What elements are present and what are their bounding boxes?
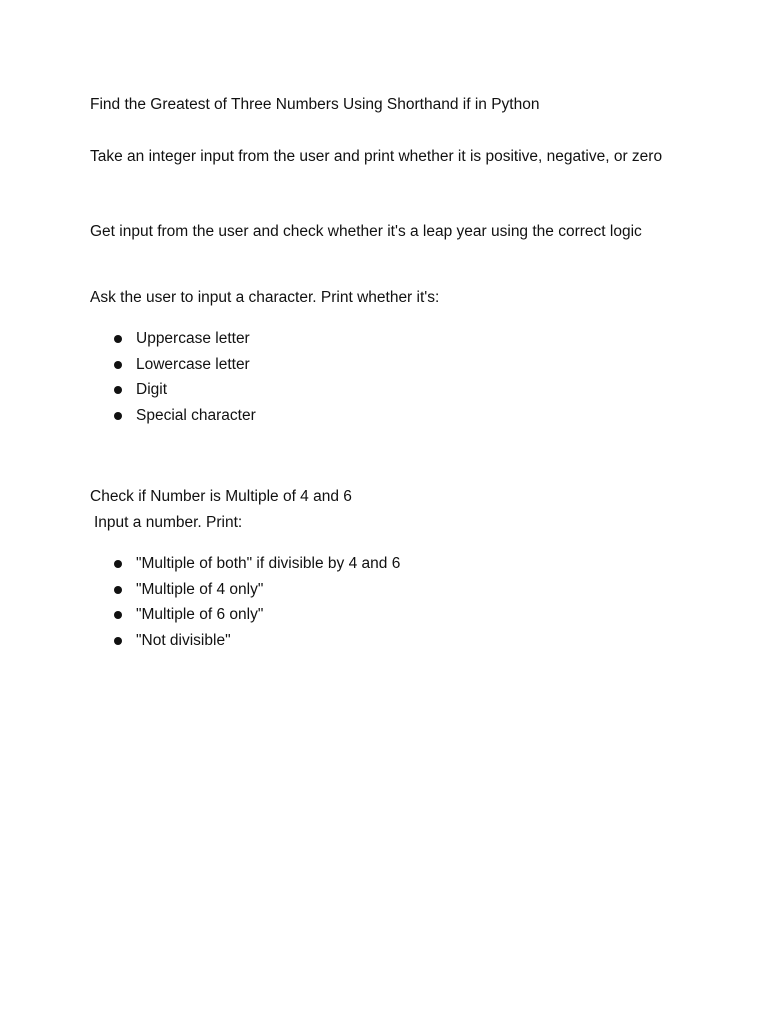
bullet-icon: [114, 560, 122, 568]
list-item: [90, 551, 400, 577]
list-item: [90, 377, 256, 403]
bullet-icon: [114, 611, 122, 619]
task-character-type: Ask the user to input a character. Print whether it's:: [90, 289, 440, 306]
multiple-output-list: [90, 551, 400, 653]
list-item: [90, 602, 400, 628]
character-type-list: [90, 326, 256, 428]
task-positive-negative-zero: Take an integer input from the user and print whether it is positive, negative, or zero: [90, 148, 663, 165]
list-item-text: "Multiple of 6 only": [136, 606, 264, 623]
list-item-text: Lowercase letter: [136, 355, 250, 373]
list-item: [90, 577, 400, 603]
list-item-text: "Multiple of both" if divisible by 4 and 6: [136, 555, 401, 572]
task-multiple-title: Check if Number is Multiple of 4 and 6: [90, 488, 352, 505]
list-item-text: Special character: [136, 406, 256, 424]
list-item-text: "Not divisible": [136, 631, 231, 649]
task-greatest-of-three: Find the Greatest of Three Numbers Using Shorthand if in Python: [90, 96, 540, 113]
bullet-icon: [114, 361, 122, 369]
bullet-icon: [114, 637, 122, 645]
list-item: [90, 403, 256, 429]
list-item: [90, 326, 256, 352]
list-item-text: Uppercase letter: [136, 330, 250, 347]
bullet-icon: [114, 386, 122, 394]
list-item: [90, 628, 400, 654]
list-item-text: Digit: [136, 381, 168, 398]
list-item-text: "Multiple of 4 only": [136, 580, 264, 598]
bullet-icon: [114, 586, 122, 594]
task-leap-year: Get input from the user and check whether it's a leap year using the correct logic: [90, 223, 642, 240]
bullet-icon: [114, 412, 122, 420]
list-item: [90, 352, 256, 378]
task-multiple-instruction: Input a number. Print:: [94, 514, 243, 531]
bullet-icon: [114, 335, 122, 343]
